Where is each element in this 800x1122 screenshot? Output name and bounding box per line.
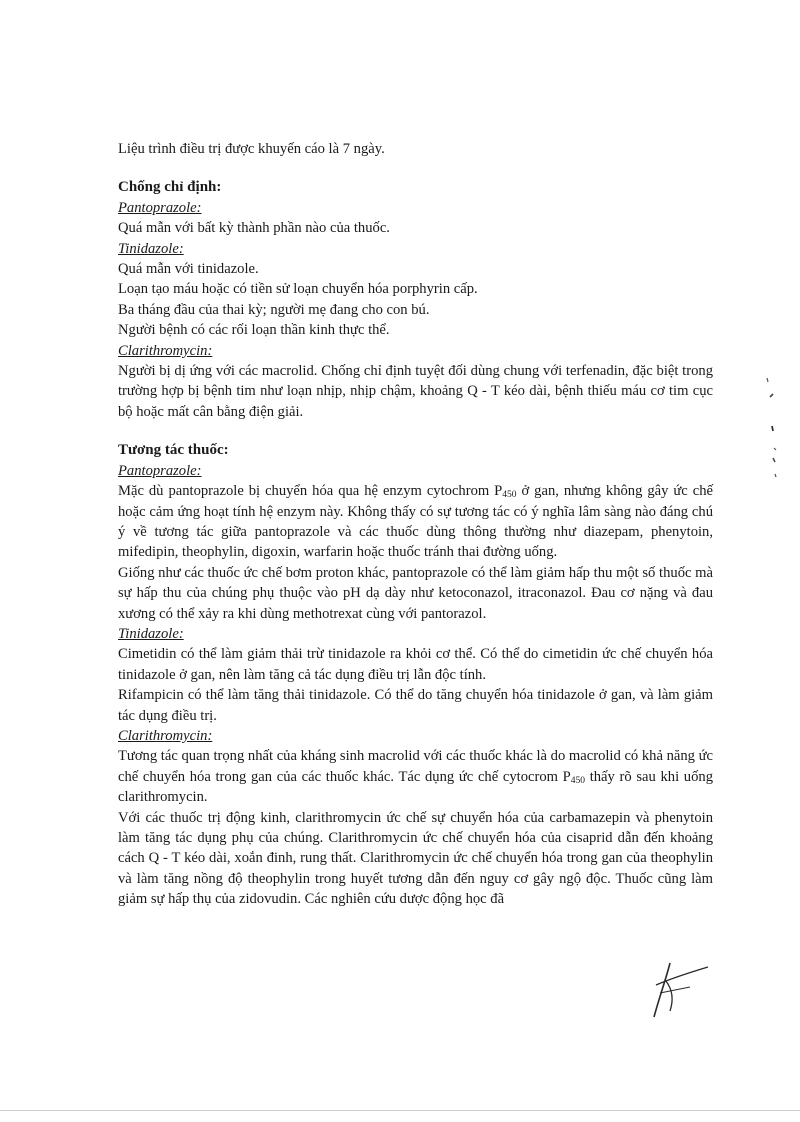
inter-pantoprazole-paragraph-1: Mặc dù pantoprazole bị chuyển hóa qua hệ enzym cytochrom $P_{450}$ ở gan, nhưng không gây ức chế hoặc cảm ứng hoạt tính hệ enzym này. Không thấy có sự tương tác có ý nghĩa lâm sàng nào đáng chú ý về tương tác giữa pantoprazole và các thuốc dùng thông thường như diazepam, phenytoin, mifedipin, theophylin, digoxin, warfarin hoặc thuốc tránh thai đường uống.	[118, 483, 713, 561]
inter-tinidazole-paragraph-2: Rifampicin có thể làm tăng thải tinidazole. Có thể do tăng chuyển hóa tinidazole ở gan, và làm giảm tác dụng điều trị.	[118, 687, 713, 724]
contra-tinidazole-item: Quá mẫn với tinidazole.	[118, 261, 259, 278]
contra-tinidazole-item: Người bệnh có các rối loạn thần kinh thực thể.	[118, 322, 390, 339]
inter-pantoprazole-paragraph-2: Giống như các thuốc ức chế bơm proton khác, pantoprazole có thể làm giảm hấp thu một số thuốc mà sự hấp thu của chúng phụ thuộc vào pH dạ dày như ketoconazol, itraconazol. Đau cơ nặng và đau xương có thể xảy ra khi dùng methotrexat cùng với pantorazol.	[118, 564, 713, 622]
treatment-duration: Liệu trình điều trị được khuyến cáo là 7 ngày.	[118, 141, 385, 157]
contra-tinidazole-item: Loạn tạo máu hoặc có tiền sử loạn chuyển hóa porphyrin cấp.	[118, 281, 478, 298]
page-bottom-divider	[0, 1110, 800, 1111]
contraindications-heading: Chống chỉ định:	[118, 179, 222, 196]
inter-pantoprazole-label: Pantoprazole:	[118, 462, 202, 479]
contra-clarithromycin-text: Người bị dị ứng với các macrolid. Chống chỉ định tuyệt đối dùng chung với terfenadin, đặc biệt trong trường hợp bị bệnh tim như loạn nhịp, nhịp chậm, khoảng Q - T kéo dài, bệnh thiếu máu cơ tim cục bộ hoặc mất cân bằng điện giải.	[118, 363, 713, 420]
contra-clarithromycin-label: Clarithromycin:	[118, 342, 213, 359]
contra-pantoprazole-item: Quá mẫn với bất kỳ thành phần nào của thuốc.	[118, 220, 390, 237]
margin-scan-marks	[760, 370, 790, 490]
inter-tinidazole-label: Tinidazole:	[118, 625, 184, 642]
inter-clarithromycin-paragraph-1: Tương tác quan trọng nhất của kháng sinh macrolid với các thuốc khác là do macrolid có khả năng ức chế chuyển hóa trong gan của các thuốc khác. Tác dụng ức chế cytocrom $P_{450}$ thấy rõ sau khi uống clarithromycin.	[118, 748, 713, 806]
inter-clarithromycin-label: Clarithromycin:	[118, 727, 213, 744]
signature-mark	[630, 955, 720, 1025]
contra-tinidazole-label: Tinidazole:	[118, 240, 184, 257]
inter-clarithromycin-paragraph-2: Với các thuốc trị động kinh, clarithromycin ức chế sự chuyển hóa của carbamazepin và phenytoin làm tăng tác dụng phụ của chúng. Clarithromycin ức chế chuyển hóa của cisaprid dẫn đến khoảng cách Q - T kéo dài, xoắn đinh, rung thất. Clarithromycin ức chế chuyển hóa trong gan của theophylin và làm tăng nồng độ theophylin trong huyết tương dẫn đến nguy cơ gây ngộ độc. Thuốc cũng làm giảm sự hấp thụ của zidovudin. Các nghiên cứu dược động học đã	[118, 809, 713, 908]
interactions-heading: Tương tác thuốc:	[118, 442, 229, 459]
inter-tinidazole-paragraph-1: Cimetidin có thể làm giảm thải trừ tinidazole ra khỏi cơ thể. Có thể do cimetidin ức chế chuyển hóa tinidazole ở gan, nên làm tăng cả tác dụng điều trị lẫn độc tính.	[118, 646, 713, 683]
contra-tinidazole-item: Ba tháng đầu của thai kỳ; người mẹ đang cho con bú.	[118, 301, 430, 318]
contra-pantoprazole-label: Pantoprazole:	[118, 199, 202, 216]
document-body	[118, 139, 713, 910]
